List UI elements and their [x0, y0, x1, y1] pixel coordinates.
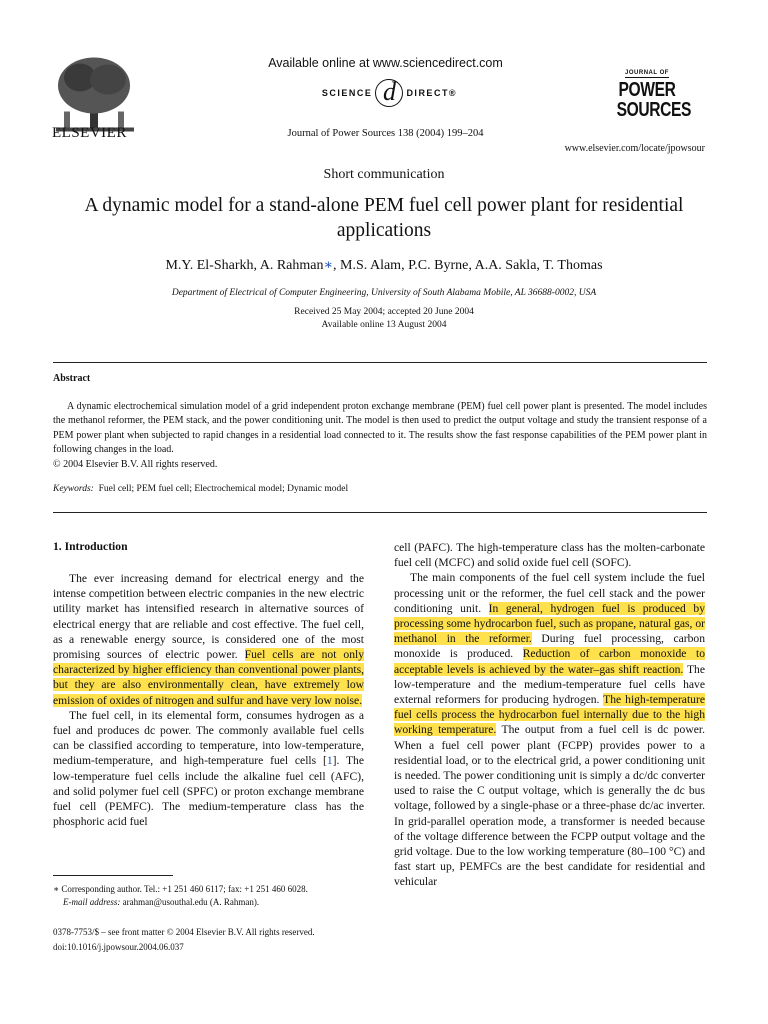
footnote: [53, 883, 373, 908]
dates-block: [40, 306, 728, 332]
doi-line: doi:10.1016/j.jpowsour.2004.06.037: [53, 942, 184, 952]
sd-mark-icon: d: [375, 79, 403, 107]
highlight-2: In general, hydrogen fuel is produced by processing some hydrocarbon fuel, such as propane, natural gas, or methanol in the reformer.: [394, 601, 706, 646]
available-online-text: Available online at www.sciencedirect.com: [268, 56, 503, 70]
sd-right-text: DIRECT®: [406, 88, 458, 98]
left-column: [53, 571, 364, 829]
highlight-1: Fuel cells are not only characterized by higher efficiency than conventional power plants, but they are also environmentally clean, have extremely low emission of oxides of nitrogen and sulfur and have very low noise.: [53, 648, 365, 707]
abstract-text: A dynamic electrochemical simulation model of a grid independent proton exchange membrane (PEM) fuel cell power plant is presented. The model includes the methanol reformer, the PEM stack, and the power conditioning unit. The model is then used to predict the output voltage and study the transient response of a PEM power plant when subjected to rapid changes in a residential load connected to it. The results show the fast response capabilities of the PEM power plant in following changes in the load.: [53, 401, 707, 456]
footnote-email: E-mail address: arahman@usouthal.edu (A. Rahman).: [63, 896, 260, 907]
citation-link-1[interactable]: 1: [326, 754, 333, 768]
keywords-label: Keywords:: [53, 484, 94, 494]
authors-rest: , M.S. Alam, P.C. Byrne, A.A. Sakla, T. Thomas: [333, 258, 603, 273]
corresponding-author-link[interactable]: ∗: [323, 258, 333, 273]
intro-paragraph-1: The ever increasing demand for electrical energy and the intense competition between electric companies in the new electric utility market has intensified research in alternative sources of electrical energy that are reliable and cost effective. The fuel cell, as a renewable energy source, is considered one of the most promising sources of electric power. Fuel cells are not only characterized by higher efficiency than conventional power plants, but they are also environmentally clean, have extremely low emission of oxides of nitrogen and sulfur and have very low noise.: [53, 572, 365, 707]
intro-paragraph-2: The fuel cell, in its elemental form, consumes hydrogen as a fuel and produces dc power. The commonly available fuel cells can be classified according to temperature, into low-temperature, medium-temperature, and high-temperature fuel cells [1]. The low-temperature fuel cells include the alkaline fuel cell (AFC), and solid polymer fuel cell (SPFC) or proton exchange membrane fuel cell (PEMFC). The medium-temperature class has the phosphoric acid fuel: [53, 708, 364, 829]
highlight-4: The high-temperature fuel cells process the hydrocarbon fuel internally due to the high working temperature.: [394, 693, 705, 737]
received-date: Received 25 May 2004; accepted 20 June 2004: [294, 307, 474, 317]
abstract-heading: Abstract: [53, 373, 91, 384]
right-column: [394, 540, 705, 890]
sciencedirect-logo: [272, 78, 507, 108]
intro-paragraph-3: The main components of the fuel cell system include the fuel processing unit or the reformer, the fuel cell stack and the power conditioning unit. In general, hydrogen fuel is produced by processing some hydrocarbon fuel, such as propane, natural gas, or methanol in the reformer. During fuel processing, carbon monoxide is produced. Reduction of carbon monoxide to acceptable levels is achieved by the water–gas shift reaction. The low-temperature and the medium-temperature fuel cells have external reformers for producing hydrogen. The high-temperature fuel cells process the hydrocarbon fuel internally due to the high working temperature. The output from a fuel cell is dc power. When a fuel cell power plant (FCPP) provides power to a residential load, or to the electrical grid, a power conditioning unit is needed. The power conditioning unit is simply a dc/dc converter used to raise the C output voltage, which is generally the dc bus voltage, followed by a single-phase or a three-phase dc/ac inverter. In grid-parallel operation mode, a transformer is needed because of the voltage difference between the FCPP output voltage and the grid voltage. Due to the low working temperature (80–100 °C) and fast start up, PEMFCs are the best candidate for residential and vehicular: [394, 571, 706, 889]
divider-bottom: [53, 512, 707, 513]
jps-logo-line2: SOURCES: [616, 99, 691, 121]
footnote-divider: [53, 875, 173, 876]
footnote-corresponding: ∗ Corresponding author. Tel.: +1 251 460 6117; fax: +1 251 460 6028.: [53, 884, 308, 894]
jps-logo-line1: POWER: [618, 79, 676, 101]
sd-left-text: SCIENCE: [321, 88, 373, 98]
jps-logo-small-text: JOURNAL OF: [625, 70, 669, 76]
bottom-meta: [53, 925, 393, 955]
journal-reference: Journal of Power Sources 138 (2004) 199–204: [287, 128, 484, 139]
author-list: [40, 257, 728, 274]
article-title: A dynamic model for a stand-alone PEM fuel cell power plant for residential applications: [84, 195, 684, 241]
journal-of-power-sources-logo: [608, 62, 691, 128]
publisher-name: ELSEVIER: [52, 125, 127, 141]
abstract-body: [53, 400, 707, 472]
section-heading-introduction: 1. Introduction: [53, 540, 128, 553]
article-type: Short communication: [323, 167, 445, 182]
journal-url-link[interactable]: www.elsevier.com/locate/jpowsour: [564, 143, 705, 154]
abstract-copyright: © 2004 Elsevier B.V. All rights reserved.: [53, 458, 218, 470]
highlight-3: Reduction of carbon monoxide to acceptable levels is achieved by the water–gas shift reaction.: [394, 647, 705, 676]
keywords-line: [53, 484, 707, 494]
authors-first: M.Y. El-Sharkh, A. Rahman: [165, 258, 324, 273]
affiliation: Department of Electrical of Computer Engineering, University of South Alabama Mobile, AL 36688-0002, USA: [171, 288, 597, 298]
intro-paragraph-2-cont: cell (PAFC). The high-temperature class has the molten-carbonate fuel cell (MCFC) and solid oxide fuel cell (SOFC).: [394, 541, 705, 570]
issn-line: 0378-7753/$ – see front matter © 2004 Elsevier B.V. All rights reserved.: [53, 927, 315, 937]
available-online-date: Available online 13 August 2004: [321, 320, 447, 330]
divider-top: [53, 362, 707, 363]
keywords-list: Fuel cell; PEM fuel cell; Electrochemical model; Dynamic model: [98, 484, 349, 494]
